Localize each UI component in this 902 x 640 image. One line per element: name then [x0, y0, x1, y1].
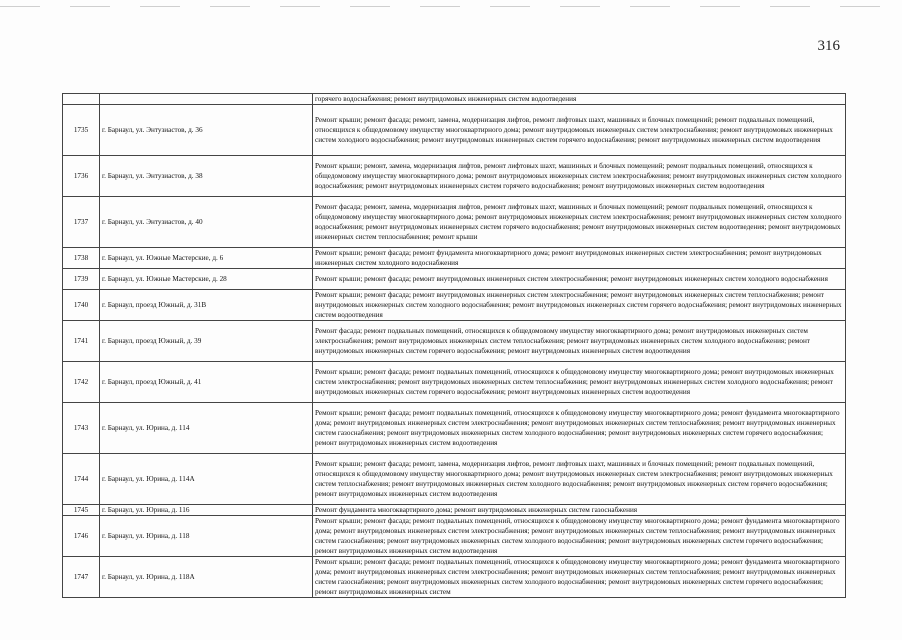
works-table-body [63, 94, 846, 598]
table-row [63, 362, 846, 403]
cell-number: 1742 [63, 362, 100, 403]
cell-address: г. Барнаул, ул. Юрина, д. 114А [100, 454, 313, 505]
table-row [63, 516, 846, 557]
cell-works: Ремонт крыши; ремонт фасада; ремонт подвальных помещений, относящихся к общедомовому имуществу многоквартирного дома; ремонт фундамента многоквартирного дома; ремонт внутридомовых инженерных систем электроснабжения; ремонт внутридомовых инженерных систем теплоснабжения; ремонт внутридомовых инженерных систем газоснабжения; ремонт внутридомовых инженерных систем холодного водоснабжения; ремонт внутридомовых инженерных систем горячего водоснабжения; ремонт внутридомовых инженерных систем водоотведения [313, 516, 846, 557]
cell-number: 1746 [63, 516, 100, 557]
cell-number: 1736 [63, 156, 100, 197]
cell-number: 1741 [63, 321, 100, 362]
cell-number: 1738 [63, 248, 100, 269]
table-row-continuation [63, 94, 846, 105]
cell-address [100, 94, 313, 105]
cell-number: 1747 [63, 557, 100, 598]
cell-works: Ремонт крыши; ремонт фасада; ремонт подвальных помещений, относящихся к общедомовому имуществу многоквартирного дома; ремонт фундамента многоквартирного дома; ремонт внутридомовых инженерных систем электроснабжения; ремонт внутридомовых инженерных систем теплоснабжения; ремонт внутридомовых инженерных систем газоснабжения; ремонт внутридомовых инженерных систем холодного водоснабжения; ремонт внутридомовых инженерных систем горячего водоснабжения; ремонт внутридомовых инженерных систем водоотведения [313, 403, 846, 454]
cell-number: 1743 [63, 403, 100, 454]
cell-works: Ремонт крыши; ремонт фасада; ремонт внутридомовых инженерных систем электроснабжения; ремонт внутридомовых инженерных систем теплоснабжения; ремонт внутридомовых инженерных систем холодного водоснабжения; ремонт внутридомовых инженерных систем горячего водоснабжения; ремонт внутридомовых инженерных систем водоотведения [313, 290, 846, 321]
cell-number [63, 94, 100, 105]
table-row [63, 197, 846, 248]
cell-number: 1740 [63, 290, 100, 321]
table-row [63, 156, 846, 197]
cell-address: г. Барнаул, ул. Энтузиастов, д. 36 [100, 105, 313, 156]
cell-works: Ремонт крыши; ремонт фасада; ремонт, замена, модернизация лифтов, ремонт лифтовых шахт, машинных и блочных помещений; ремонт подвальных помещений, относящихся к общедомовому имуществу многоквартирного дома; ремонт внутридомовых инженерных систем электроснабжения; ремонт внутридомовых инженерных систем теплоснабжения; ремонт внутридомовых инженерных систем холодного водоснабжения; ремонт внутридомовых инженерных систем горячего водоснабжения; ремонт внутридомовых инженерных систем водоотведения [313, 454, 846, 505]
page-top-rule [0, 6, 902, 7]
cell-address: г. Барнаул, проезд Южный, д. 41 [100, 362, 313, 403]
cell-address: г. Барнаул, ул. Юрина, д. 118 [100, 516, 313, 557]
cell-number: 1744 [63, 454, 100, 505]
cell-address: г. Барнаул, ул. Юрина, д. 118А [100, 557, 313, 598]
cell-address: г. Барнаул, ул. Энтузиастов, д. 40 [100, 197, 313, 248]
cell-address: г. Барнаул, ул. Энтузиастов, д. 38 [100, 156, 313, 197]
cell-works: Ремонт фасада; ремонт, замена, модернизация лифтов, ремонт лифтовых шахт, машинных и блочных помещений; ремонт подвальных помещений, относящихся к общедомовому имуществу многоквартирного дома; ремонт внутридомовых инженерных систем электроснабжения; ремонт внутридомовых инженерных систем холодного водоснабжения; ремонт внутридомовых инженерных систем горячего водоснабжения; ремонт внутридомовых инженерных систем водоотведения; ремонт внутридомовых инженерных систем теплоснабжения; ремонт крыши [313, 197, 846, 248]
cell-number: 1735 [63, 105, 100, 156]
cell-works: горячего водоснабжения; ремонт внутридомовых инженерных систем водоотведения [313, 94, 846, 105]
table-row [63, 105, 846, 156]
cell-works: Ремонт крыши; ремонт фасада; ремонт фундамента многоквартирного дома; ремонт внутридомовых инженерных систем электроснабжения; ремонт внутридомовых инженерных систем холодного водоснабжения [313, 248, 846, 269]
table-row [63, 505, 846, 516]
cell-number: 1745 [63, 505, 100, 516]
works-table [62, 93, 846, 598]
cell-address: г. Барнаул, ул. Южные Мастерские, д. 6 [100, 248, 313, 269]
table-row [63, 248, 846, 269]
table-row [63, 321, 846, 362]
cell-address: г. Барнаул, ул. Южные Мастерские, д. 28 [100, 269, 313, 290]
cell-works: Ремонт крыши; ремонт фасада; ремонт подвальных помещений, относящихся к общедомовому имуществу многоквартирного дома; ремонт фундамента многоквартирного дома; ремонт внутридомовых инженерных систем электроснабжения; ремонт внутридомовых инженерных систем теплоснабжения; ремонт внутридомовых инженерных систем газоснабжения; ремонт внутридомовых инженерных систем холодного водоснабжения; ремонт внутридомовых инженерных систем горячего водоснабжения; ремонт внутридомовых инженерных систем [313, 557, 846, 598]
cell-address: г. Барнаул, ул. Юрина, д. 114 [100, 403, 313, 454]
cell-works: Ремонт крыши; ремонт фасада; ремонт, замена, модернизация лифтов, ремонт лифтовых шахт, машинных и блочных помещений; ремонт подвальных помещений, относящихся к общедомовому имуществу многоквартирного дома; ремонт внутридомовых инженерных систем электроснабжения; ремонт внутридомовых инженерных систем холодного водоснабжения; ремонт внутридомовых инженерных систем горячего водоснабжения; ремонт внутридомовых инженерных систем водоотведения [313, 105, 846, 156]
table-row [63, 403, 846, 454]
table-row [63, 454, 846, 505]
cell-address: г. Барнаул, проезд Южный, д. 39 [100, 321, 313, 362]
cell-number: 1737 [63, 197, 100, 248]
cell-works: Ремонт фасада; ремонт подвальных помещений, относящихся к общедомовому имуществу многоквартирного дома; ремонт внутридомовых инженерных систем электроснабжения; ремонт внутридомовых инженерных систем теплоснабжения; ремонт внутридомовых инженерных систем холодного водоснабжения; ремонт внутридомовых инженерных систем горячего водоснабжения; ремонт внутридомовых инженерных систем водоотведения [313, 321, 846, 362]
cell-address: г. Барнаул, проезд Южный, д. 31В [100, 290, 313, 321]
cell-works: Ремонт крыши; ремонт фасада; ремонт внутридомовых инженерных систем электроснабжения; ремонт внутридомовых инженерных систем холодного водоснабжения [313, 269, 846, 290]
table-row [63, 290, 846, 321]
cell-works: Ремонт крыши; ремонт, замена, модернизация лифтов, ремонт лифтовых шахт, машинных и блочных помещений; ремонт подвальных помещений, относящихся к общедомовому имуществу многоквартирного дома; ремонт внутридомовых инженерных систем электроснабжения; ремонт внутридомовых инженерных систем холодного водоснабжения; ремонт внутридомовых инженерных систем горячего водоснабжения; ремонт внутридомовых инженерных систем водоотведения [313, 156, 846, 197]
table-row [63, 557, 846, 598]
page-number: 316 [817, 38, 840, 54]
table-row [63, 269, 846, 290]
cell-address: г. Барнаул, ул. Юрина, д. 116 [100, 505, 313, 516]
cell-number: 1739 [63, 269, 100, 290]
cell-works: Ремонт крыши; ремонт фасада; ремонт подвальных помещений, относящихся к общедомовому имуществу многоквартирного дома; ремонт внутридомовых инженерных систем электроснабжения; ремонт внутридомовых инженерных систем теплоснабжения; ремонт внутридомовых инженерных систем холодного водоснабжения; ремонт внутридомовых инженерных систем горячего водоснабжения; ремонт внутридомовых инженерных систем водоотведения [313, 362, 846, 403]
cell-works: Ремонт фундамента многоквартирного дома; ремонт внутридомовых инженерных систем газоснабжения [313, 505, 846, 516]
